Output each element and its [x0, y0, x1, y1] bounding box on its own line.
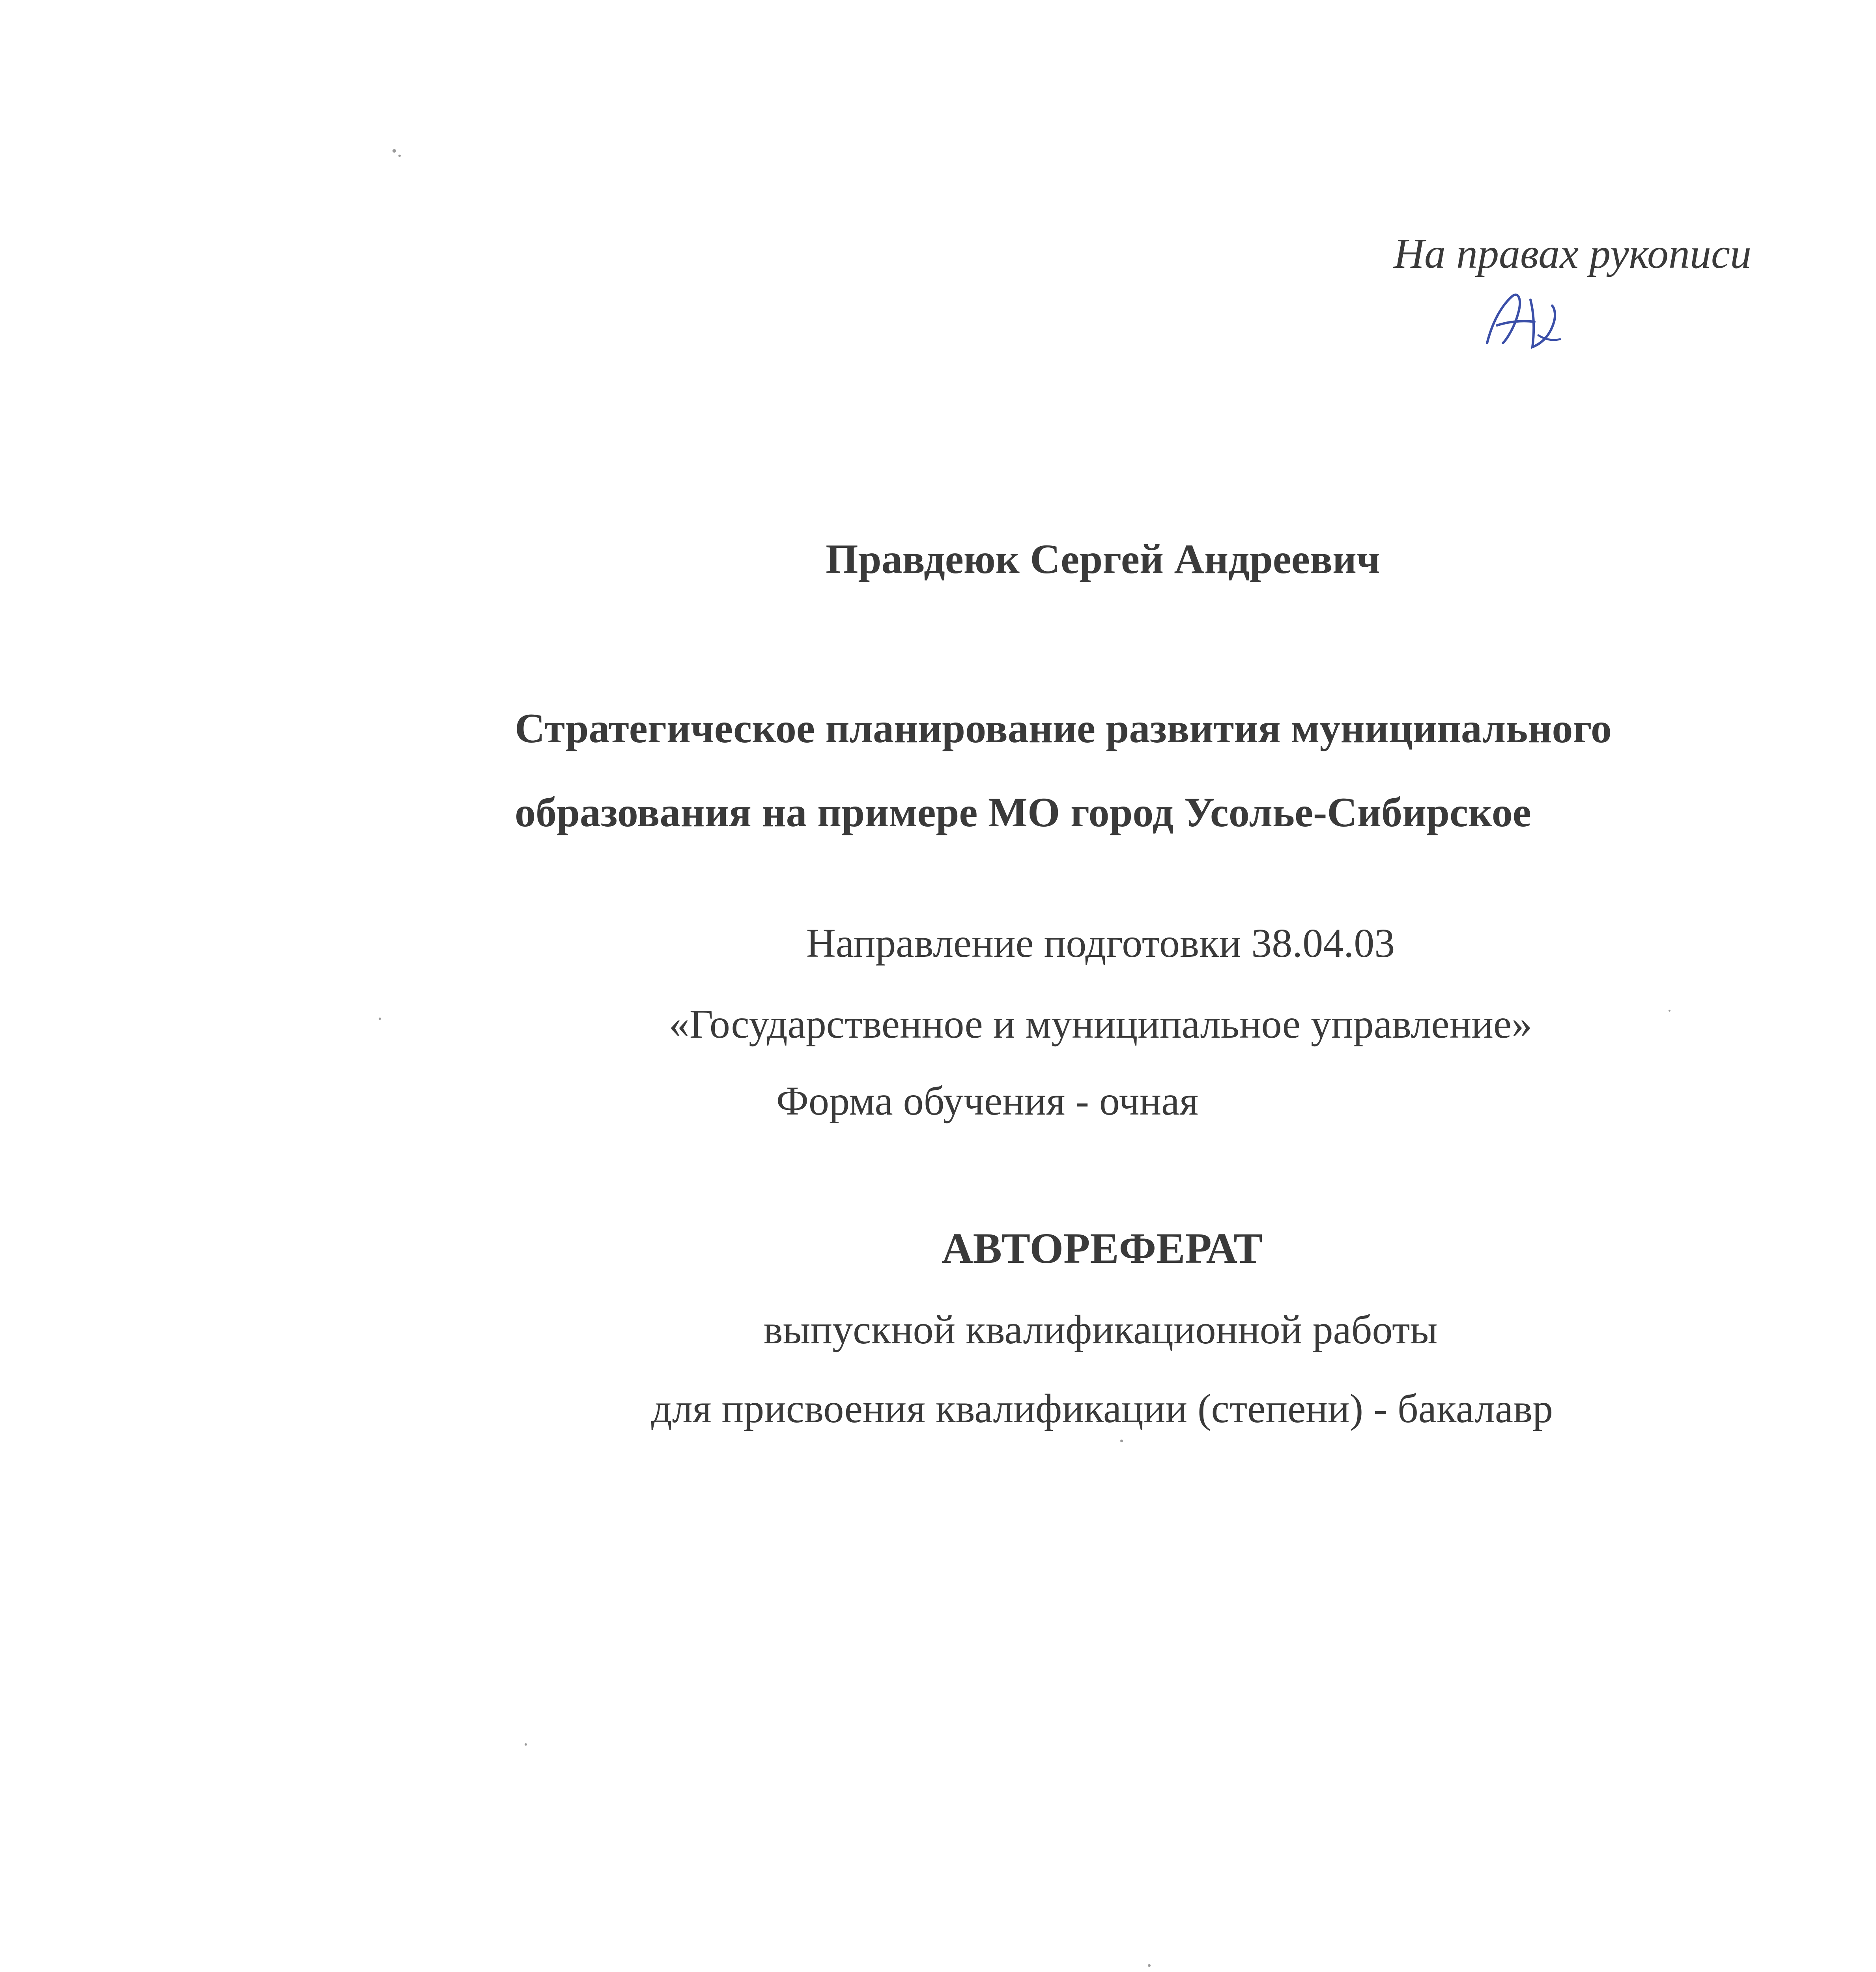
document-type-heading: АВТОРЕФЕРАТ [942, 1224, 1263, 1272]
qualification-line: для присвоения квалификации (степени) - бакалавр [651, 1386, 1553, 1431]
author-name: Правдеюк Сергей Андреевич [826, 536, 1380, 582]
study-form: Форма обучения - очная [776, 1078, 1199, 1124]
thesis-title-line: Стратегическое планирование развития муниципального [515, 705, 1612, 751]
study-direction: Направление подготовки 38.04.03 [806, 921, 1395, 966]
thesis-title-line: образования на примере МО город Усолье-Сибирское [515, 789, 1531, 835]
signature-icon [1475, 284, 1570, 355]
thesis-title [515, 686, 1777, 854]
program-name: «Государственное и муниципальное управление» [669, 1001, 1532, 1047]
document-type-subtitle: выпускной квалификационной работы [763, 1307, 1438, 1352]
manuscript-note: На правах рукописи [1394, 230, 1751, 277]
